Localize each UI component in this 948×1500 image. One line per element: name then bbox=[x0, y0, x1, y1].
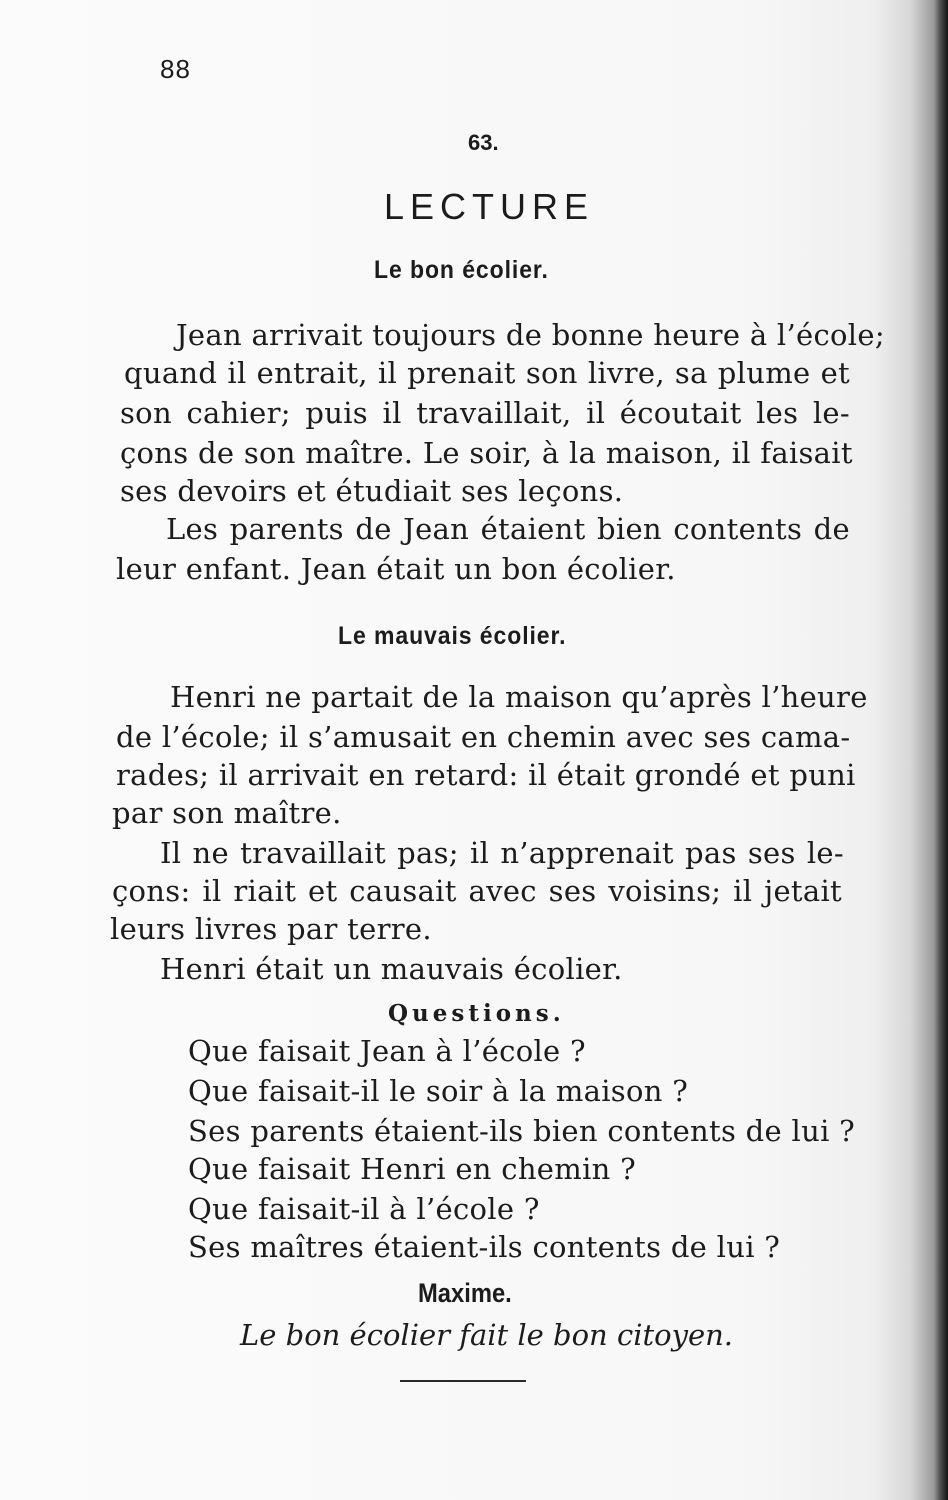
paragraph-line: leur enfant. Jean était un bon écolier. bbox=[116, 552, 676, 586]
paragraph-line: Il ne travaillait pas; il n’apprenait pas ses le- bbox=[160, 836, 844, 870]
question-item: Que faisait-il le soir à la maison ? bbox=[188, 1074, 689, 1108]
paragraph-line: çons de son maître. Le soir, à la maison, il faisait bbox=[120, 436, 853, 470]
maxim-heading: Maxime. bbox=[418, 1278, 512, 1308]
question-item: Ses parents étaient-ils bien contents de lui ? bbox=[188, 1114, 856, 1148]
question-item: Que faisait-il à l’école ? bbox=[188, 1192, 540, 1226]
closing-rule bbox=[400, 1380, 526, 1382]
page-number: 88 bbox=[160, 54, 191, 84]
page-edge-shadow bbox=[934, 0, 948, 1500]
section-heading-mauvais-ecolier: Le mauvais écolier. bbox=[338, 622, 567, 650]
questions-heading: Questions. bbox=[388, 1000, 565, 1027]
paragraph-line: quand il entrait, il prenait son livre, sa plume et bbox=[124, 356, 850, 390]
paragraph-line: Les parents de Jean étaient bien contents de bbox=[166, 512, 850, 546]
paragraph-line: Jean arrivait toujours de bonne heure à l’école; bbox=[176, 318, 885, 352]
paragraph-line: çons: il riait et causait avec ses voisins; il jetait bbox=[112, 874, 842, 908]
lesson-number: 63. bbox=[468, 130, 499, 155]
paragraph-line: de l’école; il s’amusait en chemin avec ses cama- bbox=[116, 720, 851, 754]
paragraph-line: ses devoirs et étudiait ses leçons. bbox=[120, 474, 624, 508]
paragraph-line: son cahier; puis il travaillait, il écoutait les le- bbox=[120, 396, 850, 430]
paragraph-line: par son maître. bbox=[112, 796, 342, 830]
question-item: Que faisait Henri en chemin ? bbox=[188, 1152, 636, 1186]
paragraph-line: leurs livres par terre. bbox=[110, 912, 432, 946]
paragraph-line: Henri ne partait de la maison qu’après l’heure bbox=[170, 680, 868, 714]
paragraph-line: Henri était un mauvais écolier. bbox=[160, 952, 623, 986]
maxim-text: Le bon écolier fait le bon citoyen. bbox=[240, 1318, 734, 1352]
lesson-title: LECTURE bbox=[384, 186, 595, 227]
paragraph-line: rades; il arrivait en retard: il était grondé et puni bbox=[116, 758, 856, 792]
question-item: Ses maîtres étaient-ils contents de lui ? bbox=[188, 1230, 781, 1264]
section-heading-bon-ecolier: Le bon écolier. bbox=[374, 256, 549, 284]
question-item: Que faisait Jean à l’école ? bbox=[188, 1034, 586, 1068]
